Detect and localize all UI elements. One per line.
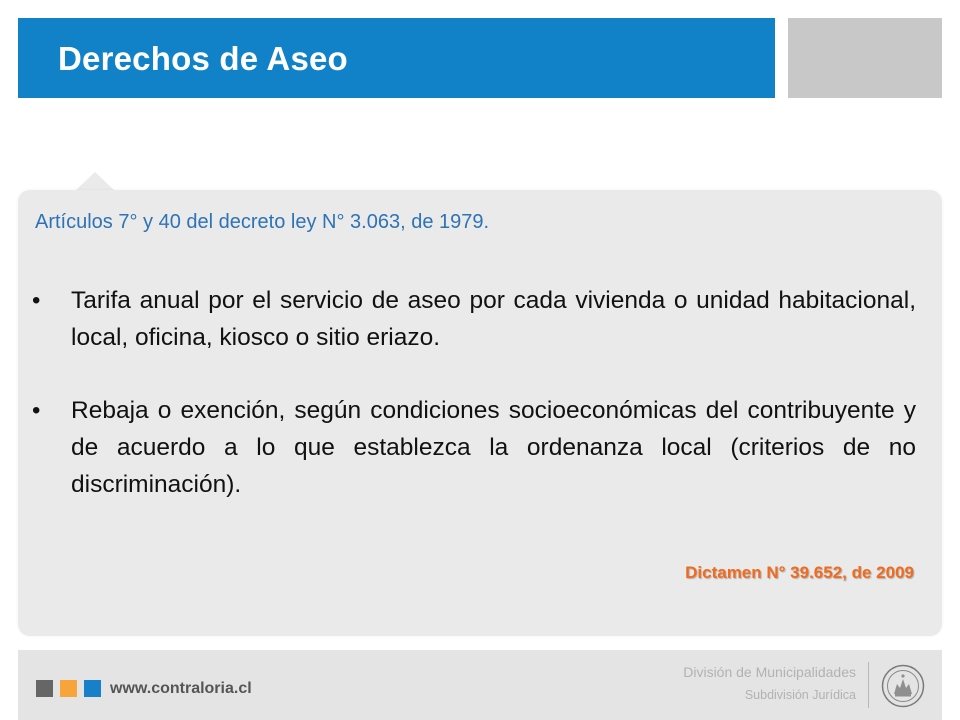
footer-square-orange — [60, 680, 77, 697]
page-title: Derechos de Aseo — [58, 40, 348, 77]
footer-square-gray — [36, 680, 53, 697]
bullet-item — [32, 392, 916, 503]
dictamen-reference: Dictamen N° 39.652, de 2009 — [685, 563, 914, 582]
bullet-item — [32, 282, 916, 356]
footer-square-blue — [84, 680, 101, 697]
bullet-text: Tarifa anual por el servicio de aseo por cada vivienda o unidad habitacional, local, oficina, kiosco o sitio eriazo. — [71, 287, 916, 351]
bullet-text: Rebaja o exención, según condiciones socioeconómicas del contribuyente y de acuerdo a lo que establezca la ordenanza local (criterios de no discriminación). — [71, 397, 916, 498]
bullet-list — [32, 282, 916, 539]
title-bar — [18, 18, 775, 98]
division-label: División de Municipalidades — [683, 664, 856, 680]
bullet-marker: • — [32, 287, 41, 314]
footer — [18, 650, 942, 720]
legal-basis-subtitle: Artículos 7° y 40 del decreto ley N° 3.063, de 1979. — [35, 211, 490, 233]
footer-divider — [868, 662, 869, 708]
subdivision-label: Subdivisión Jurídica — [744, 688, 856, 702]
header-accent-block — [788, 18, 942, 98]
website-link[interactable]: www.contraloria.cl — [110, 680, 252, 697]
bullet-marker: • — [32, 397, 41, 424]
contraloria-seal-icon — [881, 664, 925, 708]
panel-notch — [75, 172, 115, 191]
